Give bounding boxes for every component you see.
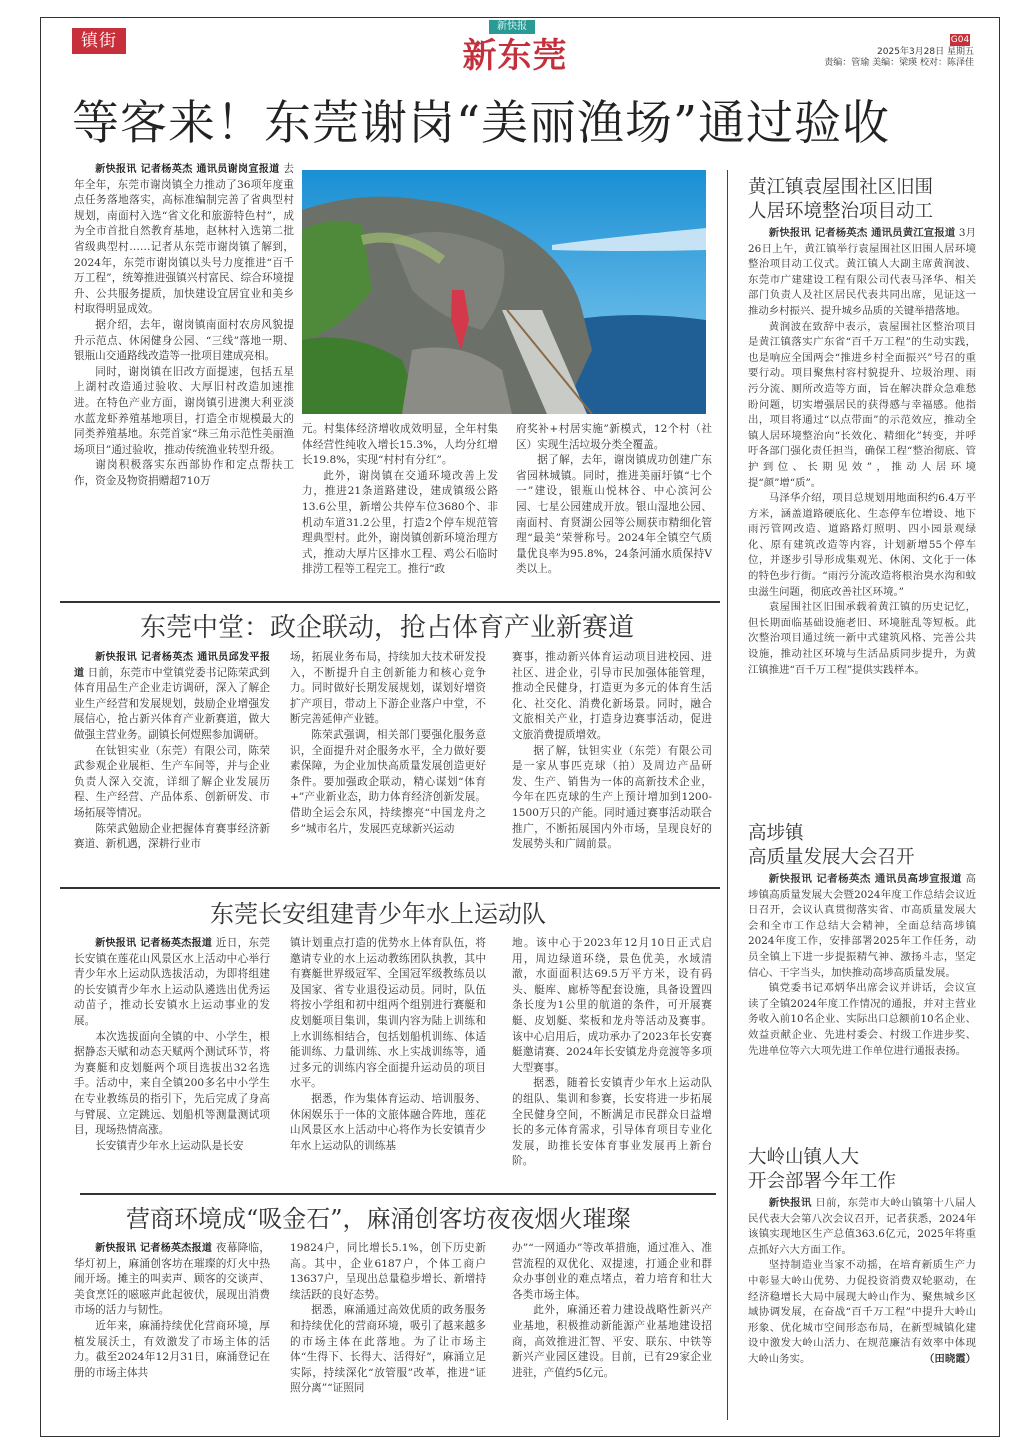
sidebar-paragraph: 马泽华介绍，项目总规划用地面积约6.4万平方米，涵盖道路硬底化、生态停车位增设、地下雨污管网改造、道路路灯照明、四小园景观绿化、原有建筑改造等内容，计划新增55个停车位，并逐步引导形成集观光、休闲、文化于一体的特色步行街。“雨污分流改造将根治臭水沟和蚊虫滋生问题，彻底改善社区环境。” [748,492,976,598]
brand-logo: 新东莞 [462,36,568,76]
sidebar-paragraph: 坚持制造业当家不动摇，在培育新质生产力中彰显大岭山优势、力促投资消费双轮驱动，在经济稳增长大局中展现大岭山作为、聚焦城乡区域协调发展，在奋战“百千万工程”中提升大岭山形象、优化城市空间形态布局，在新型城镇化建设中激发大岭山活力、在规范廉洁有效率中体现大岭山务实。 [748,1259,976,1365]
sidebar-story-a-headline [748,176,933,224]
sidebar-story-a-lead: 新快报讯 记者杨英杰 通讯员黄江宣报道 [768,227,956,239]
story4-paragraph: 近年来，麻涌持续优化营商环境，厚植发展沃土，有效激发了市场主体的活力。截至2024年12月31日，麻涌登记在册的市场主体共 [74,1319,270,1379]
story3-column-1 [74,936,270,1154]
story2-paragraph: 日前，东莞市中堂镇党委书记陈荣武到体育用品生产企业走访调研，深入了解企业生产经营和发展规划，鼓励企业增强发展信心，抢占新兴体育产业新赛道，做大做强主营业务。副镇长何煜熙参加调研。 [74,666,270,741]
sidebar-story-c-lead: 新快报讯 [768,1197,812,1209]
main-headline: 等客来！东莞谢岗“美丽渔场”通过验收 [72,96,891,151]
sidebar-story-c-body [748,1196,976,1368]
story4-paragraph: 19824户，同比增长5.1%，创下历史新高。其中，企业6187户，个体工商户13637户，呈现出总量稳步增长、新增持续活跃的良好态势。 [290,1242,486,1301]
story1-paragraph: 据介绍，去年，谢岗镇南面村农房风貌提升示范点、休闲健身公园、“三线”落地一期、银瓶山交通路线改造等一批项目建成亮相。 [74,318,294,363]
sidebar-story-b-body [748,872,976,1059]
sidebar-paragraph: 3月26日上午，黄江镇举行袁屋围社区旧围人居环境整治项目动工仪式。黄江镇人大副主席黄润波、东莞市广建建设工程有限公司代表马泽华、相关部门负责人及社区居民代表共同出席，见证这一推动乡村振兴、提升城乡品质的关键举措落地。 [748,227,976,317]
issue-date: 2025年3月28日 星期五 [877,47,974,57]
section-divider [60,887,720,889]
story2-column-2 [290,650,486,837]
story1-paragraph: 同时，谢岗镇在旧改方面提速，包括五星上湖村改造通过验收、大厚旧村改造加速推进。在特色产业方面，谢岗镇引进澳大利亚淡水蓝龙虾养殖基地项目，打造全市规模最大的同类养殖基地。东莞首家“珠三角示范性美丽渔场项目”通过验收，推动传统渔业转型升级。 [74,365,294,456]
story3-paragraph: 据悉，作为集体育运动、培训服务、休闲娱乐于一体的文旅体融合阵地，莲花山风景区水上活动中心将作为长安镇青少年水上运动队的训练基 [290,1092,486,1152]
story4-headline: 营商环境成“吸金石”，麻涌创客坊夜夜烟火璀璨 [126,1205,631,1233]
story3-paragraph: 本次选拔面向全镇的中、小学生，根据静态天赋和动态天赋两个测试环节，将为赛艇和皮划艇两个项目选拔出32名选手。活动中，来自全镇200多名中小学生在专业教练员的指引下，先后完成了身高与臂展、立定跳远、划船机等测量测试项目，现场热情高涨。 [74,1030,270,1137]
sidebar-paragraph: 袁屋围社区旧围承载着黄江镇的历史记忆，但长期面临基础设施老旧、环境脏乱等短板。此次整治项目通过统一新中式建筑风格、完善公共设施，推动社区环境与生活品质同步提升，为黄江镇推进“百千万工程”提供实践样本。 [748,601,976,676]
column-divider [727,170,728,1420]
story2-paragraph: 赛事，推动新兴体育运动项目进校园、进社区、进企业，引导市民加强体能管理，推动全民健身，打造更为多元的体育生活化、社交化、消费化新场景。同时，融合文旅相关产业，打造身边赛事活动，促进文旅消费提质增效。 [512,651,712,741]
story1-paragraph: 去年全年，东莞市谢岗镇全力推动了36项年度重点任务落地落实，高标准编制完善了省典型村规划，南面村入选“省文化和旅游特色村”，成为全市首批自然教育基地，赵林村入选第二批省级典型村……记者从东莞市谢岗镇了解到，2024年，东莞市谢岗镇以头号力度推进“百千万工程”，统筹推进强镇兴村富民、综合环境提升、公共服务提质，加快建设宜居宜业和美乡村取得明显成效。 [74,163,294,316]
story2-paragraph: 陈荣武勉励企业把握体育赛事经济新赛道、新机遇，深耕行业市 [74,822,270,851]
sidebar-paragraph: 日前，东莞市大岭山镇第十八届人民代表大会第八次会议召开，记者获悉，2024年该镇实现地区生产总值363.6亿元，2025年将重点抓好六大方面工作。 [748,1197,977,1256]
story1-column-1 [74,162,294,489]
sidebar-story-b-headline [748,822,915,870]
sidebar-story-b-lead: 新快报讯 记者杨英杰 通讯员高埗宣报道 [768,873,962,885]
story4-paragraph: 据悉，麻涌通过高效优质的政务服务和持续优化的营商环境，吸引了越来越多的市场主体在此落地。为了让市场主体“生得下、长得大、活得好”，麻涌立足实际，持续深化“放管服”改革，推进“证照分离”“证照同 [290,1304,486,1395]
sidebar-story-a-body [748,226,976,678]
headline-line: 人居环境整治项目动工 [748,201,934,222]
mountain-photo [302,170,706,414]
sidebar-paragraph: 高埗镇高质量发展大会暨2024年度工作总结会议近日召开，会议认真贯彻落实省、市高质量发展大会和全市工作总结大会精神，全面总结高埗镇2024年度工作，安排部署2025年工作任务，动员全镇上下进一步提振精气神、激扬斗志，坚定信心、干字当头，加快推动高埗高质量发展。 [748,873,977,979]
story2-column-1 [74,650,270,853]
sidebar-paragraph: 镇党委书记邓炳华出席会议并讲话，会议宣读了全镇2024年度工作情况的通报，并对主营业务收入前10名企业、实际出口总额前10名企业、效益贡献企业、先进村委会、村级工作进步奖、先进单位等六大项先进工作单位进行通报表扬。 [748,982,976,1057]
section-divider [60,601,720,603]
brand-small-logo: 新快报 [489,20,535,34]
story3-paragraph: 据悉，随着长安镇青少年水上运动队的组队、集训和参赛，长安将进一步拓展全民健身空间，不断满足市民群众日益增长的多元体育需求，引导体育项目专业化发展，助推长安体育事业发展再上新台阶。 [512,1077,712,1168]
story3-paragraph: 近日，东莞长安镇在莲花山风景区水上活动中心举行青少年水上运动队选拔活动，为即将组建的长安镇青少年水上运动队遴选出优秀运动苗子，推动长安镇水上运动事业的发展。 [74,937,271,1027]
story1-paragraph: 据了解，去年，谢岗镇成功创建广东省园林城镇。同时，推进美丽圩镇“七个一”建设，银瓶山悦林谷、中心滨河公园、七星公园建成开放。银山湿地公园、南面村、育贤湖公园等公厕获市精细化管理“最美”荣誉称号。2024年全镇空气质量优良率为95.8%，24条河涌水质保持V类以上。 [516,454,712,576]
story3-paragraph: 镇计划重点打造的优势水上体育队伍，将邀请专业的水上运动教练团队执教，其中有赛艇世界级冠军、全国冠军级教练员以及国家、省专业退役运动员。同时，队伍将按小学组和初中组两个组别进行赛艇和皮划艇项目集训，集训内容为陆上训练和上水训练相结合，包括划船机训练、体适能训练、力量训练、水上实战训练等，通过多元的训练内容全面提升运动员的项目水平。 [290,937,486,1090]
story2-lead: 新快报讯 记者杨英杰 通讯员邱发平报道 [74,652,270,679]
story4-column-1 [74,1241,270,1381]
story3-headline: 东莞长安组建青少年水上运动队 [210,900,546,928]
story4-paragraph: 此外，麻涌还着力建设战略性新兴产业基地，积极推动新能源产业基地建设招商，高效推进汇智、平安、联东、中铁等新兴产业园区建设。目前，已有29家企业进驻，产值约5亿元。 [512,1304,712,1379]
story2-paragraph: 陈荣武强调，相关部门要强化服务意识，全面提升对企服务水平，全力做好要素保障，为企业加快高质量发展创造更好条件。要加强政企联动，精心谋划“体育+”产业新业态，助力体育经济创新发展。借助全运会东风，持续擦亮“中国龙舟之乡”城市名片，发展匹克球新兴运动 [290,728,486,835]
story1-paragraph: 府奖补+村居实施”新模式，12个村（社区）实现生活垃圾分类全覆盖。 [516,423,712,451]
story3-column-3 [512,936,712,1170]
mountain-photo-image [302,170,706,414]
story4-paragraph: 办”“一网通办”等改革措施，通过准入、准营流程的双优化、双提速，打通企业和群众办事创业的难点堵点，着力培育和壮大各类市场主体。 [512,1242,712,1301]
headline-line: 大岭山镇人大 [748,1147,860,1168]
story2-column-3 [512,650,712,853]
story1-lead: 新快报讯 记者杨英杰 通讯员谢岗宣报道 [95,164,280,175]
story4-column-2 [290,1241,486,1397]
editor-credits: 责编：管瑜 美编：梁瑛 校对：陈泽佳 [824,58,974,68]
headline-line: 黄江镇袁屋围社区旧围 [748,177,934,198]
section-tag: 镇街 [72,28,126,54]
story2-paragraph: 据了解，钛钽实业（东莞）有限公司是一家从事匹克球（拍）及周边产品研发、生产、销售为一体的高新技术企业，今年在匹克球的生产上预计增加到1200-1500万只的产能。同时通过赛事活动联合推广，不断拓展国内外市场，呈现良好的发展势头和广阔前景。 [512,744,712,851]
story2-paragraph: 场，拓展业务布局，持续加大技术研发投入，不断提升自主创新能力和核心竞争力。同时做好长期发展规划，谋划好增资扩产项目，带动上下游企业落户中堂，不断完善延伸产业链。 [290,651,486,726]
sidebar-story-c-headline [748,1146,896,1194]
section-divider [80,1193,716,1195]
headline-line: 高埗镇 [748,823,804,844]
story1-paragraph: 此外，谢岗镇在交通环境改善上发力，推进21条道路建设，建成镇级公路13.6公里，新增公共停车位3680个、非机动车道31.2公里，打造2个停车规范管理典型村。此外，谢岗镇创新环境治理方式，推动大厚片区排水工程、鸡公石临时排涝工程等工程完工。推行“政 [302,469,498,576]
story3-lead: 新快报讯 记者杨英杰报道 [95,938,213,949]
sidebar-paragraph: 黄润波在致辞中表示，袁屋围社区整治项目是黄江镇落实广东省“百千万工程”的生动实践，也是响应全国两会“推进乡村全面振兴”号召的重要行动。项目聚焦村容村貌提升、垃圾治理、雨污分流、厕所改造等方面，旨在解决群众急难愁盼问题，切实增强居民的获得感与幸福感。他指出，项目将通过“以点带面”的示范效应，推动全镇人居环境整治向“长效化、精细化”转变，并呼吁各部门强化责任担当，确保工程“整治彻底、管护到位、长期见效”，推动人居环境提“颜”增“质”。 [748,320,976,489]
headline-line: 开会部署今年工作 [748,1171,897,1192]
story2-paragraph: 在钛钽实业（东莞）有限公司，陈荣武参观企业展柜、生产车间等，并与企业负责人深入交流，详细了解企业发展历程、生产经营、产品体系、创新研发、市场拓展等情况。 [74,744,270,819]
story4-lead: 新快报讯 记者杨英杰报道 [95,1243,213,1254]
story4-column-3 [512,1241,712,1381]
story1-paragraph: 谢岗积极落实东西部协作和定点帮扶工作，资金及物资捐赠超710万 [74,459,294,487]
page-number: G04 [950,35,970,45]
story1-paragraph: 元。村集体经济增收成效明显，全年村集体经营性纯收入增长15.3%，人均分红增长19.8%，实现“村村有分红”。 [302,423,498,467]
story1-column-3 [516,422,712,578]
story2-headline: 东莞中堂：政企联动，抢占体育产业新赛道 [140,613,635,643]
story3-column-2 [290,936,486,1154]
story3-paragraph: 地。该中心于2023年12月10日正式启用，周边绿道环绕，景色优美，水域清澈，水面面积达69.5万平方米，设有码头、艇库、廊桥等配套设施，具备设置四条长度为1公里的航道的条件，可开展赛艇、皮划艇、桨板和龙舟等活动及赛事。该中心启用后，成功承办了2023年长安赛艇邀请赛、2024年长安镇龙舟竞渡等多项大型赛事。 [512,937,712,1074]
story4-paragraph: 夜幕降临，华灯初上，麻涌创客坊在璀璨的灯火中热闹开场。摊主的叫卖声、顾客的交谈声、美食烹饪的嗞嗞声此起彼伏，展现出消费市场的活力与韧性。 [74,1242,271,1317]
story3-paragraph: 长安镇青少年水上运动队是长安 [95,1139,244,1152]
headline-line: 高质量发展大会召开 [748,847,915,868]
author-signature: （田晓霞） [924,1352,976,1365]
story1-column-2 [302,422,498,578]
